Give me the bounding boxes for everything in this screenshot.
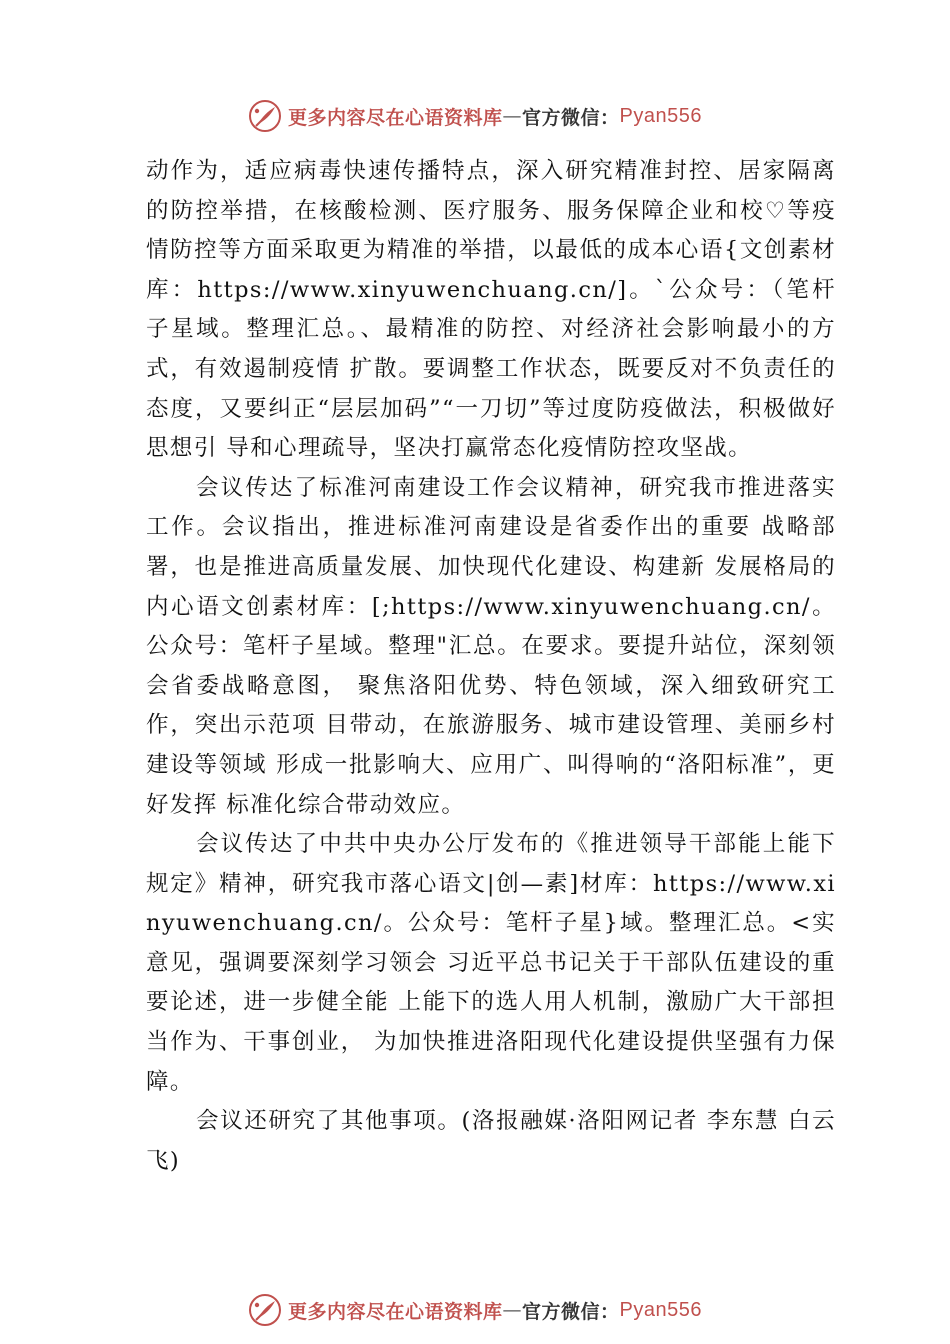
quill-logo-icon bbox=[248, 99, 282, 133]
banner-library-text: 更多内容尽在心语资料库 bbox=[288, 106, 503, 129]
banner-wechat-label: 官方微信： bbox=[522, 106, 620, 129]
article-paragraph-2: 会议传达了标准河南建设工作会议精神，研究我市推进落实工作。会议指出，推进标准河南建设是省委作出的重要 战略部署，也是推进高质量发展、加快现代化建设、构建新 发展格局的内心语文创素材库：[;https://www.xinyuwenchuang.cn/。公众号：笔杆子星域。整理"汇总。在要求。要提升站位，深刻领会省委战略意图， 聚焦洛阳优势、特色领域，深入细致研究工作，突出示范项 目带动，在旅游服务、城市建设管理、美丽乡村建设等领域 形成一批影响大、应用广、叫得响的“洛阳标准”，更好发挥 标准化综合带动效应。 bbox=[146, 474, 836, 818]
article-paragraph-1: 动作为，适应病毒快速传播特点，深入研究精准封控、居家隔离的防控举措，在核酸检测、医疗服务、服务保障企业和校♡等疫情防控等方面采取更为精准的举措，以最低的成本心语{文创素材库：https://www.xinyuwenchuang.cn/]。`公众号：（笔杆子星域。整理汇总。、最精准的防控、对经济社会影响最小的方式，有效遏制疫情 扩散。要调整工作状态，既要反对不负责任的态度，又要纠正“层层加码”“一刀切”等过度防疫做法，积极做好思想引 导和心理疏导，坚决打赢常态化疫情防控攻坚战。 bbox=[146, 158, 836, 462]
article-body bbox=[146, 152, 836, 1181]
banner-separator: — bbox=[502, 105, 523, 127]
banner-library-text: 更多内容尽在心语资料库 bbox=[288, 1300, 503, 1323]
banner-wechat-label: 官方微信： bbox=[522, 1300, 620, 1323]
article-paragraph-4: 会议还研究了其他事项。(洛报融媒·洛阳网记者 李东慧 白云飞) bbox=[146, 1108, 836, 1174]
article-paragraph-3: 会议传达了中共中央办公厅发布的《推进领导干部能上能下规定》精神，研究我市落心语文|创—素]材库：https://www.xinyuwenchuang.cn/。公众号：笔杆子星}域。整理汇总。<实意见，强调要深刻学习领会 习近平总书记关于干部队伍建设的重要论述，进一步健全能 上能下的选人用人机制，激励广大干部担当作为、干事创业， 为加快推进洛阳现代化建设提供坚强有力保障。 bbox=[146, 831, 836, 1095]
header-watermark-banner bbox=[0, 94, 950, 138]
quill-logo-icon bbox=[248, 1293, 282, 1327]
footer-watermark-banner bbox=[0, 1288, 950, 1332]
banner-wechat-id: Pyan556 bbox=[619, 104, 702, 127]
banner-separator: — bbox=[502, 1299, 523, 1321]
banner-wechat-id: Pyan556 bbox=[619, 1298, 702, 1321]
